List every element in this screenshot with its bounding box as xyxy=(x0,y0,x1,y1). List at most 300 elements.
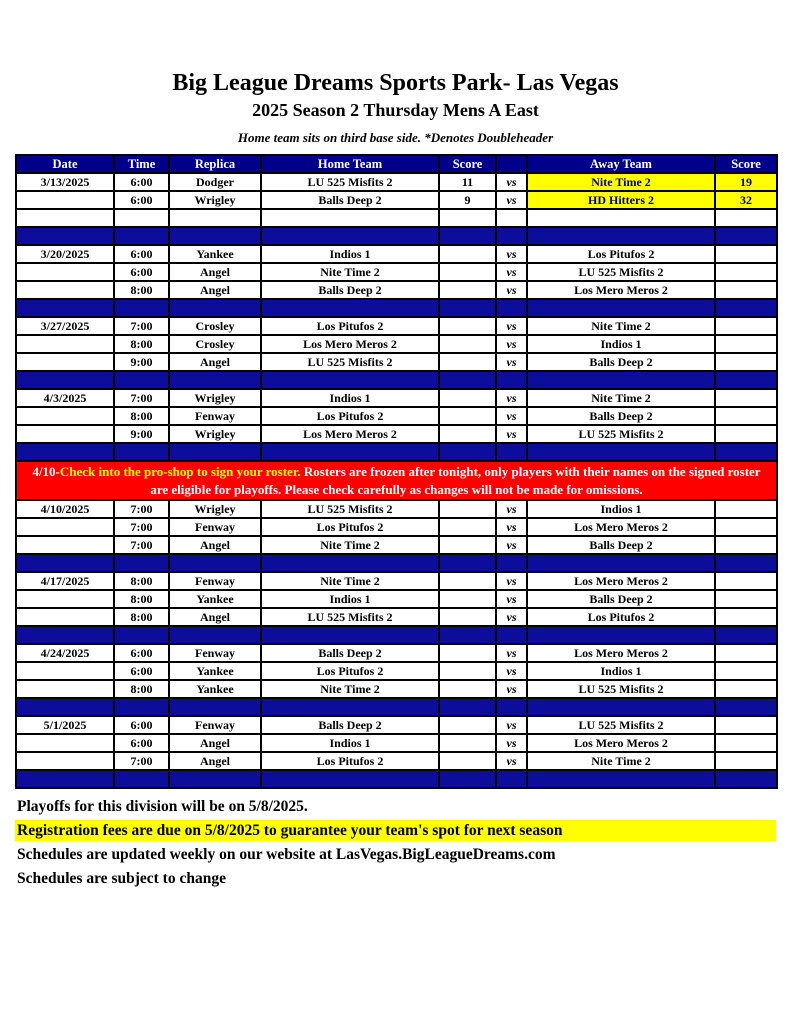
separator-row-cell xyxy=(114,770,169,788)
vs-label: vs xyxy=(496,425,527,443)
separator-row-cell xyxy=(527,554,715,572)
separator-row xyxy=(16,299,777,317)
game-home: Balls Deep 2 xyxy=(261,644,439,662)
empty-row-cell xyxy=(496,209,527,227)
separator-row-cell xyxy=(169,299,261,317)
game-home-score: 11 xyxy=(439,173,496,191)
separator-row-cell xyxy=(496,770,527,788)
separator-row-cell xyxy=(496,443,527,461)
game-replica: Yankee xyxy=(169,662,261,680)
game-date xyxy=(16,281,114,299)
game-away-score xyxy=(715,536,777,554)
footer-line-highlighted: Registration fees are due on 5/8/2025 to guarantee your team's spot for next season xyxy=(15,820,776,841)
game-date xyxy=(16,608,114,626)
separator-row-cell xyxy=(715,626,777,644)
game-row xyxy=(16,335,777,353)
game-away-score xyxy=(715,281,777,299)
game-date xyxy=(16,335,114,353)
game-home: Los Mero Meros 2 xyxy=(261,335,439,353)
game-date: 4/17/2025 xyxy=(16,572,114,590)
game-away-score xyxy=(715,734,777,752)
separator-row-cell xyxy=(715,227,777,245)
game-home-score xyxy=(439,680,496,698)
separator-row-cell xyxy=(527,299,715,317)
game-time: 7:00 xyxy=(114,518,169,536)
game-home-score: 9 xyxy=(439,191,496,209)
separator-row-cell xyxy=(439,626,496,644)
vs-label: vs xyxy=(496,281,527,299)
separator-row-cell xyxy=(114,371,169,389)
game-away-score xyxy=(715,590,777,608)
game-replica: Angel xyxy=(169,353,261,371)
vs-label: vs xyxy=(496,317,527,335)
separator-row-cell xyxy=(715,371,777,389)
game-home-score xyxy=(439,425,496,443)
game-time: 8:00 xyxy=(114,590,169,608)
banner-text-segment: Check into the pro-shop to sign your roster. xyxy=(59,464,301,480)
game-date: 4/10/2025 xyxy=(16,500,114,518)
vs-label: vs xyxy=(496,752,527,770)
game-away: Nite Time 2 xyxy=(527,317,715,335)
game-home: Los Pitufos 2 xyxy=(261,518,439,536)
vs-label: vs xyxy=(496,644,527,662)
game-date xyxy=(16,734,114,752)
separator-row-cell xyxy=(114,443,169,461)
game-away-score xyxy=(715,662,777,680)
game-time: 7:00 xyxy=(114,317,169,335)
game-home: Balls Deep 2 xyxy=(261,191,439,209)
page-title: Big League Dreams Sports Park- Las Vegas xyxy=(172,70,619,96)
separator-row-cell xyxy=(114,554,169,572)
vs-label: vs xyxy=(496,536,527,554)
game-row xyxy=(16,425,777,443)
separator-row-cell xyxy=(261,770,439,788)
game-home: Nite Time 2 xyxy=(261,536,439,554)
separator-row-cell xyxy=(527,626,715,644)
game-date xyxy=(16,407,114,425)
separator-row-cell xyxy=(169,770,261,788)
game-replica: Fenway xyxy=(169,716,261,734)
vs-label: vs xyxy=(496,353,527,371)
game-replica: Angel xyxy=(169,752,261,770)
game-home: Los Pitufos 2 xyxy=(261,407,439,425)
game-date: 3/27/2025 xyxy=(16,317,114,335)
separator-row-cell xyxy=(114,227,169,245)
game-home-score xyxy=(439,752,496,770)
game-home: Nite Time 2 xyxy=(261,572,439,590)
page-note: Home team sits on third base side. *Denotes Doubleheader xyxy=(237,130,554,146)
separator-row-cell xyxy=(527,227,715,245)
game-time: 8:00 xyxy=(114,572,169,590)
game-away: Nite Time 2 xyxy=(527,752,715,770)
game-home-score xyxy=(439,281,496,299)
game-replica: Angel xyxy=(169,608,261,626)
game-time: 6:00 xyxy=(114,245,169,263)
game-away-score xyxy=(715,752,777,770)
game-time: 6:00 xyxy=(114,173,169,191)
game-time: 6:00 xyxy=(114,662,169,680)
empty-row-cell xyxy=(261,209,439,227)
game-row xyxy=(16,590,777,608)
game-replica: Fenway xyxy=(169,518,261,536)
game-row xyxy=(16,245,777,263)
separator-row-cell xyxy=(439,698,496,716)
game-date xyxy=(16,752,114,770)
game-home: Nite Time 2 xyxy=(261,263,439,281)
game-away: Balls Deep 2 xyxy=(527,536,715,554)
separator-row-cell xyxy=(261,299,439,317)
banner-text-segment: 4/10- xyxy=(32,464,60,480)
footer-line: Schedules are subject to change xyxy=(17,870,226,888)
separator-row-cell xyxy=(715,299,777,317)
column-header-score: Score xyxy=(715,155,777,173)
game-replica: Wrigley xyxy=(169,389,261,407)
game-time: 6:00 xyxy=(114,644,169,662)
game-row xyxy=(16,407,777,425)
empty-row-cell xyxy=(527,209,715,227)
separator-row-cell xyxy=(114,698,169,716)
game-away-score xyxy=(715,518,777,536)
game-time: 8:00 xyxy=(114,680,169,698)
game-time: 6:00 xyxy=(114,263,169,281)
game-date: 4/24/2025 xyxy=(16,644,114,662)
separator-row xyxy=(16,554,777,572)
column-header-date: Date xyxy=(16,155,114,173)
separator-row-cell xyxy=(16,299,114,317)
game-away: Indios 1 xyxy=(527,500,715,518)
empty-row xyxy=(16,209,777,227)
separator-row-cell xyxy=(169,443,261,461)
game-row xyxy=(16,263,777,281)
game-time: 8:00 xyxy=(114,407,169,425)
game-away-score xyxy=(715,608,777,626)
game-home-score xyxy=(439,407,496,425)
game-away-score xyxy=(715,263,777,281)
game-home-score xyxy=(439,389,496,407)
game-home-score xyxy=(439,263,496,281)
vs-label: vs xyxy=(496,572,527,590)
separator-row-cell xyxy=(715,443,777,461)
game-away-score xyxy=(715,389,777,407)
game-away: Indios 1 xyxy=(527,335,715,353)
separator-row xyxy=(16,443,777,461)
game-home-score xyxy=(439,734,496,752)
vs-label: vs xyxy=(496,245,527,263)
game-away: Los Mero Meros 2 xyxy=(527,734,715,752)
game-away-score xyxy=(715,317,777,335)
game-away: Balls Deep 2 xyxy=(527,353,715,371)
game-home-score xyxy=(439,335,496,353)
separator-row-cell xyxy=(715,554,777,572)
game-date: 3/20/2025 xyxy=(16,245,114,263)
empty-row-cell xyxy=(114,209,169,227)
game-date xyxy=(16,263,114,281)
game-row xyxy=(16,389,777,407)
game-away-score xyxy=(715,407,777,425)
game-away-score xyxy=(715,680,777,698)
separator-row-cell xyxy=(527,371,715,389)
game-time: 7:00 xyxy=(114,500,169,518)
separator-row-cell xyxy=(261,227,439,245)
game-away-score: 32 xyxy=(715,191,777,209)
game-away: Balls Deep 2 xyxy=(527,407,715,425)
game-home: Indios 1 xyxy=(261,389,439,407)
game-home: LU 525 Misfits 2 xyxy=(261,353,439,371)
column-header-score: Score xyxy=(439,155,496,173)
game-away: Los Mero Meros 2 xyxy=(527,644,715,662)
game-replica: Wrigley xyxy=(169,500,261,518)
game-home-score xyxy=(439,608,496,626)
column-header-time: Time xyxy=(114,155,169,173)
game-away: Los Pitufos 2 xyxy=(527,245,715,263)
separator-row-cell xyxy=(439,227,496,245)
separator-row-cell xyxy=(261,698,439,716)
vs-label: vs xyxy=(496,263,527,281)
column-header-vs xyxy=(496,155,527,173)
game-replica: Angel xyxy=(169,536,261,554)
separator-row-cell xyxy=(16,770,114,788)
empty-row-cell xyxy=(16,209,114,227)
game-replica: Angel xyxy=(169,281,261,299)
game-time: 6:00 xyxy=(114,734,169,752)
game-time: 8:00 xyxy=(114,335,169,353)
game-home-score xyxy=(439,317,496,335)
separator-row-cell xyxy=(496,371,527,389)
game-away-score xyxy=(715,353,777,371)
separator-row-cell xyxy=(439,371,496,389)
game-date xyxy=(16,518,114,536)
game-row xyxy=(16,752,777,770)
separator-row-cell xyxy=(715,698,777,716)
separator-row-cell xyxy=(715,770,777,788)
game-row xyxy=(16,518,777,536)
vs-label: vs xyxy=(496,662,527,680)
separator-row-cell xyxy=(169,626,261,644)
game-row xyxy=(16,662,777,680)
page-subtitle: 2025 Season 2 Thursday Mens A East xyxy=(252,99,539,120)
game-home: LU 525 Misfits 2 xyxy=(261,608,439,626)
game-away-score xyxy=(715,335,777,353)
game-replica: Fenway xyxy=(169,644,261,662)
separator-row-cell xyxy=(261,443,439,461)
game-time: 8:00 xyxy=(114,608,169,626)
game-home-score xyxy=(439,572,496,590)
column-header-away-team: Away Team xyxy=(527,155,715,173)
game-home-score xyxy=(439,662,496,680)
game-home-score xyxy=(439,644,496,662)
game-home-score xyxy=(439,353,496,371)
game-row xyxy=(16,536,777,554)
game-away: Los Mero Meros 2 xyxy=(527,281,715,299)
footer-line: Schedules are updated weekly on our website at LasVegas.BigLeagueDreams.com xyxy=(17,846,556,864)
game-replica: Yankee xyxy=(169,245,261,263)
game-home: Los Pitufos 2 xyxy=(261,752,439,770)
separator-row-cell xyxy=(527,698,715,716)
separator-row xyxy=(16,770,777,788)
game-home: Los Pitufos 2 xyxy=(261,662,439,680)
banner-text-segment: Rosters are frozen after tonight, only players with their names on the signed roster are eligible for playoffs. Please check carefully as changes will not be made for omissions. xyxy=(150,464,761,497)
game-row xyxy=(16,644,777,662)
vs-label: vs xyxy=(496,335,527,353)
separator-row-cell xyxy=(16,371,114,389)
game-away: Nite Time 2 xyxy=(527,389,715,407)
vs-label: vs xyxy=(496,608,527,626)
game-home-score xyxy=(439,590,496,608)
separator-row-cell xyxy=(527,443,715,461)
table-header-row xyxy=(16,155,777,173)
game-home-score xyxy=(439,245,496,263)
game-row xyxy=(16,353,777,371)
separator-row-cell xyxy=(496,698,527,716)
separator-row-cell xyxy=(169,227,261,245)
vs-label: vs xyxy=(496,518,527,536)
game-replica: Yankee xyxy=(169,590,261,608)
separator-row-cell xyxy=(439,443,496,461)
separator-row-cell xyxy=(439,554,496,572)
game-away: LU 525 Misfits 2 xyxy=(527,680,715,698)
game-row xyxy=(16,734,777,752)
game-replica: Fenway xyxy=(169,572,261,590)
separator-row-cell xyxy=(169,371,261,389)
vs-label: vs xyxy=(496,734,527,752)
game-date xyxy=(16,425,114,443)
game-away: LU 525 Misfits 2 xyxy=(527,263,715,281)
game-home-score xyxy=(439,536,496,554)
game-home: LU 525 Misfits 2 xyxy=(261,173,439,191)
vs-label: vs xyxy=(496,680,527,698)
separator-row-cell xyxy=(114,626,169,644)
game-replica: Crosley xyxy=(169,317,261,335)
separator-row-cell xyxy=(496,626,527,644)
game-date xyxy=(16,662,114,680)
game-date xyxy=(16,353,114,371)
game-away: Indios 1 xyxy=(527,662,715,680)
game-row xyxy=(16,191,777,209)
game-row xyxy=(16,317,777,335)
game-row xyxy=(16,680,777,698)
game-replica: Angel xyxy=(169,263,261,281)
game-date xyxy=(16,191,114,209)
separator-row-cell xyxy=(16,698,114,716)
separator-row-cell xyxy=(496,227,527,245)
game-date: 5/1/2025 xyxy=(16,716,114,734)
separator-row-cell xyxy=(261,371,439,389)
game-away-score xyxy=(715,572,777,590)
vs-label: vs xyxy=(496,173,527,191)
separator-row xyxy=(16,227,777,245)
roster-banner-row xyxy=(16,461,777,500)
game-home: Balls Deep 2 xyxy=(261,716,439,734)
separator-row-cell xyxy=(527,770,715,788)
vs-label: vs xyxy=(496,389,527,407)
game-date: 3/13/2025 xyxy=(16,173,114,191)
roster-banner xyxy=(16,461,777,500)
game-home-score xyxy=(439,716,496,734)
game-home-score xyxy=(439,500,496,518)
separator-row-cell xyxy=(261,554,439,572)
game-away: LU 525 Misfits 2 xyxy=(527,716,715,734)
game-replica: Wrigley xyxy=(169,191,261,209)
game-row xyxy=(16,716,777,734)
separator-row-cell xyxy=(16,227,114,245)
game-away: Los Mero Meros 2 xyxy=(527,518,715,536)
game-away: Los Mero Meros 2 xyxy=(527,572,715,590)
game-date: 4/3/2025 xyxy=(16,389,114,407)
game-away-score: 19 xyxy=(715,173,777,191)
game-row xyxy=(16,281,777,299)
game-date xyxy=(16,536,114,554)
separator-row-cell xyxy=(261,626,439,644)
game-away: Los Pitufos 2 xyxy=(527,608,715,626)
separator-row-cell xyxy=(114,299,169,317)
game-row xyxy=(16,500,777,518)
game-time: 7:00 xyxy=(114,389,169,407)
footer xyxy=(15,796,776,889)
game-home: Los Pitufos 2 xyxy=(261,317,439,335)
game-away-score xyxy=(715,500,777,518)
game-replica: Angel xyxy=(169,734,261,752)
game-time: 6:00 xyxy=(114,716,169,734)
game-home: Nite Time 2 xyxy=(261,680,439,698)
page-header xyxy=(0,0,791,146)
game-home: Indios 1 xyxy=(261,590,439,608)
vs-label: vs xyxy=(496,716,527,734)
game-away: LU 525 Misfits 2 xyxy=(527,425,715,443)
schedule-table xyxy=(15,154,778,789)
game-away: HD Hitters 2 xyxy=(527,191,715,209)
separator-row-cell xyxy=(439,299,496,317)
game-home: Indios 1 xyxy=(261,734,439,752)
game-row xyxy=(16,572,777,590)
game-home: Balls Deep 2 xyxy=(261,281,439,299)
game-replica: Wrigley xyxy=(169,425,261,443)
game-replica: Fenway xyxy=(169,407,261,425)
game-away-score xyxy=(715,716,777,734)
game-away-score xyxy=(715,245,777,263)
separator-row xyxy=(16,698,777,716)
empty-row-cell xyxy=(439,209,496,227)
game-away: Balls Deep 2 xyxy=(527,590,715,608)
game-time: 6:00 xyxy=(114,191,169,209)
separator-row xyxy=(16,626,777,644)
separator-row-cell xyxy=(496,299,527,317)
game-away-score xyxy=(715,644,777,662)
game-date xyxy=(16,680,114,698)
game-row xyxy=(16,173,777,191)
game-time: 8:00 xyxy=(114,281,169,299)
separator-row-cell xyxy=(496,554,527,572)
game-time: 9:00 xyxy=(114,353,169,371)
game-date xyxy=(16,590,114,608)
game-time: 7:00 xyxy=(114,536,169,554)
separator-row-cell xyxy=(169,698,261,716)
separator-row-cell xyxy=(16,443,114,461)
separator-row-cell xyxy=(16,626,114,644)
game-replica: Crosley xyxy=(169,335,261,353)
separator-row xyxy=(16,371,777,389)
separator-row-cell xyxy=(169,554,261,572)
game-home: Indios 1 xyxy=(261,245,439,263)
game-away-score xyxy=(715,425,777,443)
column-header-replica: Replica xyxy=(169,155,261,173)
vs-label: vs xyxy=(496,590,527,608)
separator-row-cell xyxy=(16,554,114,572)
game-away: Nite Time 2 xyxy=(527,173,715,191)
game-home: Los Mero Meros 2 xyxy=(261,425,439,443)
game-replica: Yankee xyxy=(169,680,261,698)
game-row xyxy=(16,608,777,626)
separator-row-cell xyxy=(439,770,496,788)
